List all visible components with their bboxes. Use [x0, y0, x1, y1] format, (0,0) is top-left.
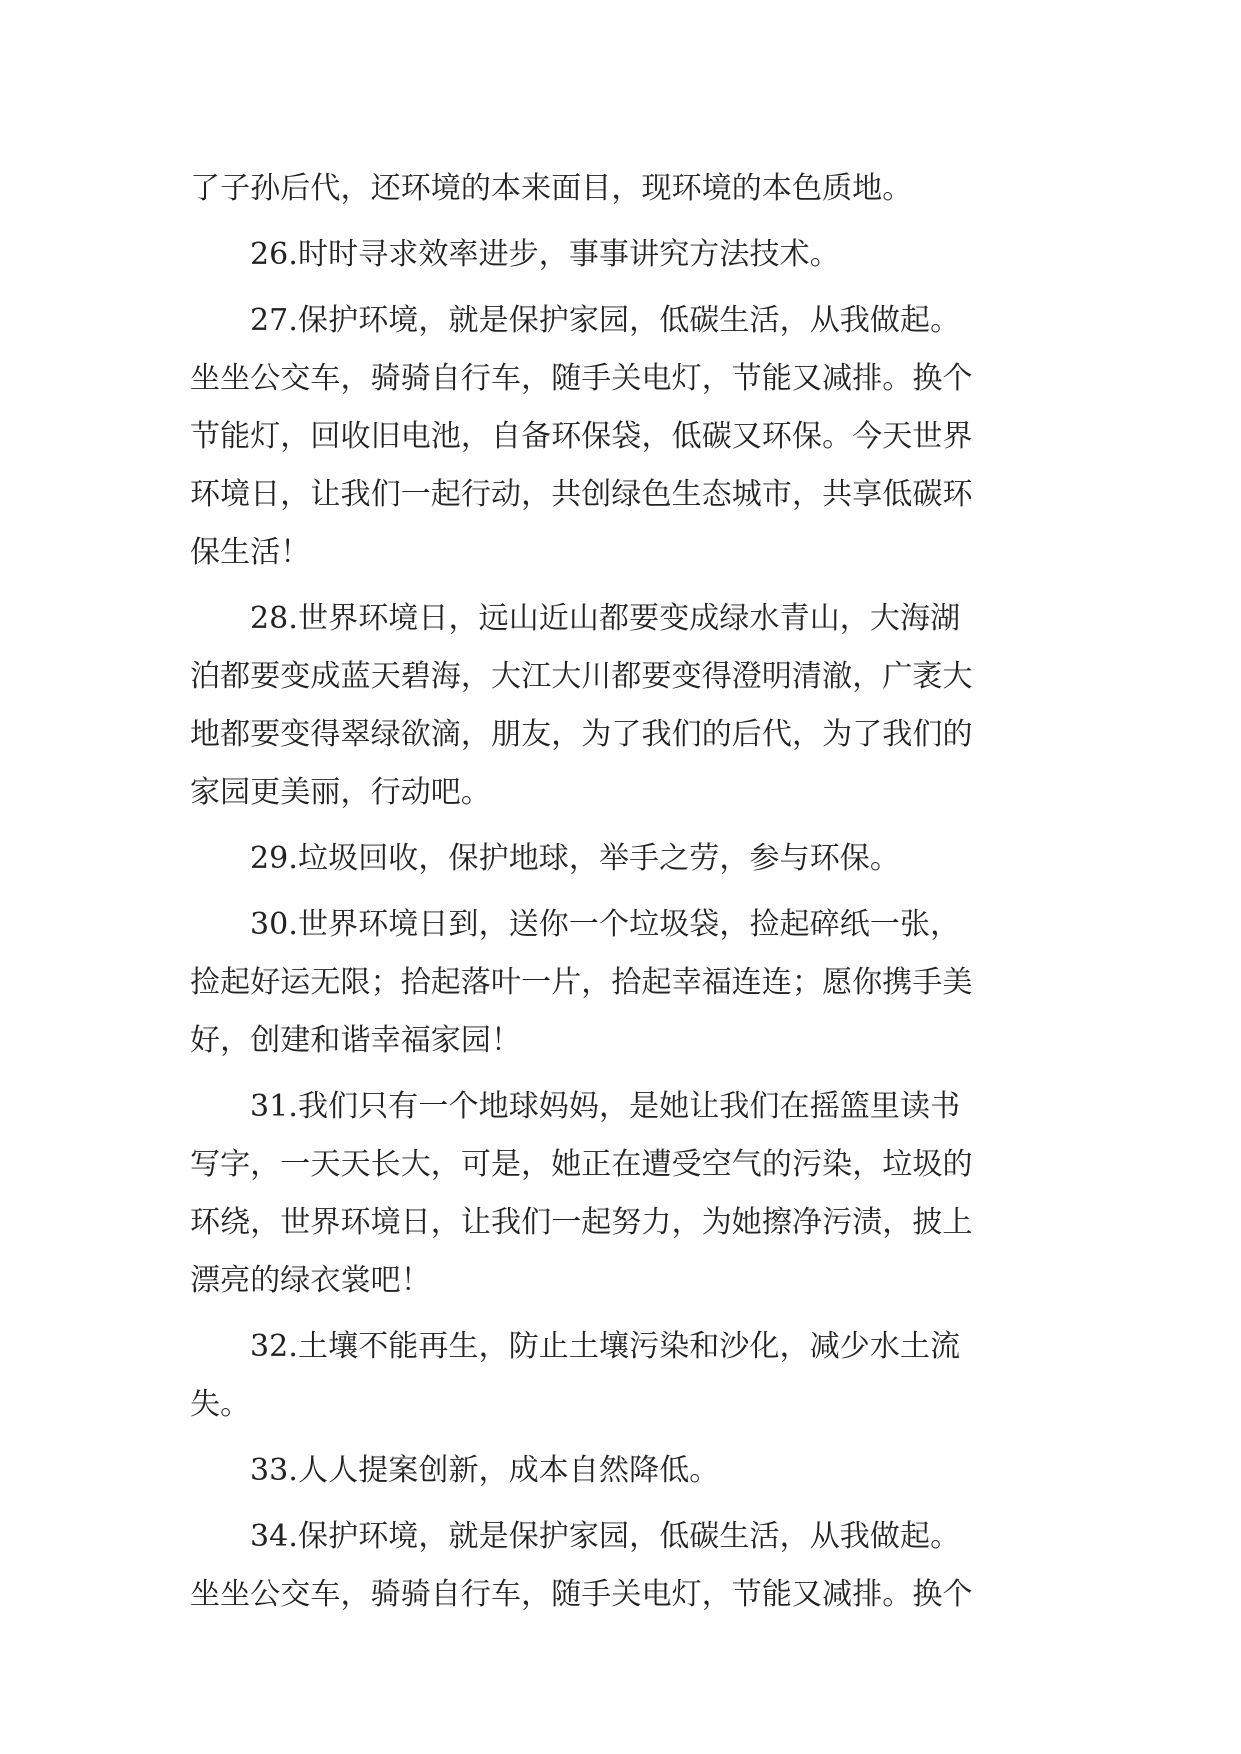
text-line: 坐坐公交车，骑骑自行车，随手关电灯，节能又减排。换个 — [190, 1577, 973, 1612]
text-line: 29.垃圾回收，保护地球，举手之劳，参与环保。 — [250, 841, 901, 876]
text-line: 好，创建和谐幸福家园！ — [190, 1023, 522, 1058]
text-line: 27.保护环境，就是保护家园，低碳生活，从我做起。 — [250, 303, 961, 338]
text-line: 34.保护环境，就是保护家园，低碳生活，从我做起。 — [250, 1519, 961, 1554]
text-line: 32.土壤不能再生，防止土壤污染和沙化，减少水土流 — [250, 1329, 961, 1364]
text-line: 捡起好运无限；拾起落叶一片，拾起幸福连连；愿你携手美 — [190, 965, 973, 1000]
text-line: 泊都要变成蓝天碧海，大江大川都要变得澄明清澈，广袤大 — [190, 659, 973, 694]
text-line: 失。 — [190, 1387, 251, 1422]
text-line: 了子孙后代，还环境的本来面目，现环境的本色质地。 — [190, 171, 913, 206]
text-line: 保生活！ — [190, 535, 311, 570]
text-line: 环绕，世界环境日，让我们一起努力，为她擦净污渍，披上 — [190, 1205, 973, 1240]
text-line: 33.人人提案创新，成本自然降低。 — [250, 1453, 720, 1488]
text-line: 环境日，让我们一起行动，共创绿色生态城市，共享低碳环 — [190, 477, 973, 512]
text-line: 26.时时寻求效率进步，事事讲究方法技术。 — [250, 237, 840, 272]
document-body — [190, 160, 1054, 1624]
text-line: 漂亮的绿衣裳吧！ — [190, 1263, 431, 1298]
text-line: 家园更美丽，行动吧。 — [190, 775, 491, 810]
text-line: 坐坐公交车，骑骑自行车，随手关电灯，节能又减排。换个 — [190, 361, 973, 396]
text-line: 地都要变得翠绿欲滴，朋友，为了我们的后代，为了我们的 — [190, 717, 973, 752]
text-line: 31.我们只有一个地球妈妈，是她让我们在摇篮里读书 — [250, 1089, 961, 1124]
text-line: 30.世界环境日到，送你一个垃圾袋，捡起碎纸一张， — [250, 907, 961, 942]
text-line: 写字，一天天长大，可是，她正在遭受空气的污染，垃圾的 — [190, 1147, 973, 1182]
text-line: 节能灯，回收旧电池，自备环保袋，低碳又环保。今天世界 — [190, 419, 973, 454]
text-line: 28.世界环境日，远山近山都要变成绿水青山，大海湖 — [250, 601, 961, 636]
